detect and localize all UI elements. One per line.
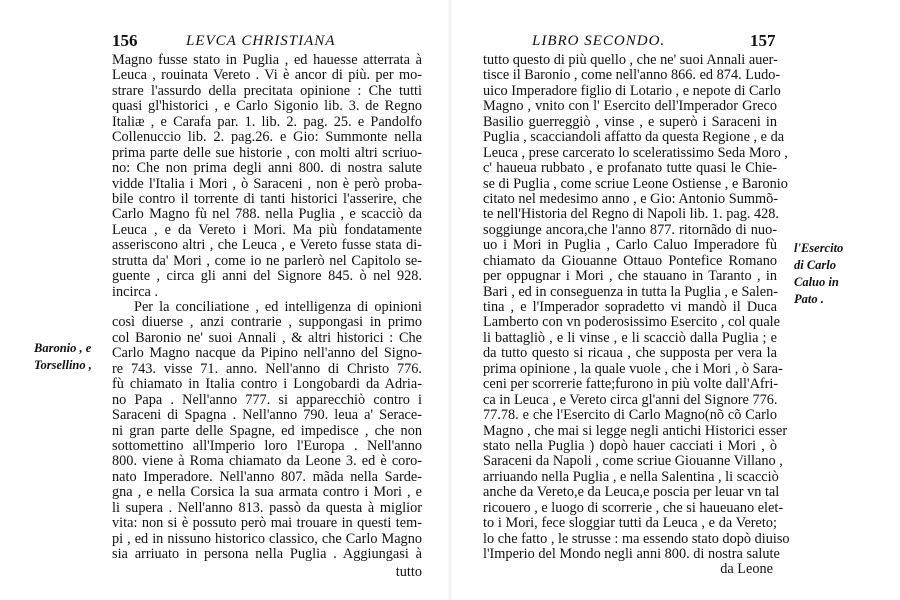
text-line: 77.78. e che l'Esercito di Carlo Magno(nõ cõ Carlo — [483, 407, 777, 424]
running-title — [186, 33, 335, 50]
text-line: strutta da' Mori , come io ne parlerò nel Capitolo se- — [112, 252, 422, 269]
text-line: vidde l'Italia i Mori , ò Saraceni , non è però proba- — [112, 175, 422, 192]
text-line: pi , ed in nissuno historico classico, che Carlo Magno — [112, 530, 422, 547]
text-line: Lamberto con vn poderosissimo Esercito , col quale — [483, 314, 780, 331]
text-line: to i Mori, fece sloggiar tutti da Leuca , e da Vereto; — [483, 515, 777, 532]
text-line: gna , e nella Corsica la sua armata contro i Mori , e — [112, 484, 422, 501]
text-line: Bari , ed in conseguenza in tutta la Puglia , e Salen- — [483, 283, 778, 300]
text-line: prima opinione , la quale vuole , che i Mori , ò Sara- — [483, 360, 783, 377]
text-line: soggiunge ancora,che l'anno 877. ritornãdo di nuo- — [483, 221, 777, 238]
margin-note — [794, 240, 843, 308]
text-line: li battagliò , e li vinse , e li scacciò dalla Puglia ; e — [483, 329, 777, 346]
text-line: Carlo Magno nacque da Pipino nell'anno del Signo- — [112, 345, 422, 362]
text-line: uico Imperadore figlio di Lotario , e nepote di Carlo — [483, 82, 781, 99]
right-page — [450, 0, 900, 600]
text-line: l'Imperio del Mondo negli anni 800. di nostra salute — [483, 546, 780, 562]
text-line: Leuca , prese carcerato lo sceleratissimo Seda Moro , — [483, 144, 788, 161]
text-line: Saraceni da Napoli , come scriue Giouanne Villano , — [483, 453, 783, 470]
text-line: Collenuccio lib. 2. pag.26. e Gio: Summonte nella — [112, 129, 422, 146]
text-line: Puglia , scacciandoli affatto da questa Regione , e da — [483, 129, 785, 146]
text-line: asseriscono altri , che Leuca , e Vereto fusse stata di- — [112, 237, 422, 254]
text-line: Italiæ , e Carafa par. 1. lib. 2. pag. 25. e Pandolfo — [112, 113, 422, 130]
text-line: incirca . — [112, 283, 159, 300]
catchword: tutto — [395, 564, 422, 580]
text-line: nato Imperadore. Nell'anno 807. mãda nella Sarde- — [112, 468, 422, 485]
margin-note-line: di Carlo — [794, 258, 837, 272]
text-line: Leuca , rouinata Vereto . Vi è ancor di più. per mo- — [112, 67, 422, 84]
text-line: se di Puglia , come scriue Leone Ostiense , e Baronio — [483, 175, 788, 192]
text-line: ni gran parte delle Spagne, ed impedisce , che non — [112, 422, 422, 439]
text-line: ceni per scorrerie fatte;furono in più volte dall'Afri- — [483, 376, 779, 393]
text-line: arriuando nella Puglia , e nella Salentina , li scacciò — [483, 468, 779, 485]
text-line: strare l'assurdo della precitata opinione : Che tutti — [112, 82, 422, 99]
text-line: 800. viene à Roma chiamato da Leone 3. ed è coro- — [112, 453, 422, 470]
text-line: sottomettino all'Imperio loro l'Europa . Nell'anno — [112, 437, 422, 454]
text-line: ricouero , e luogo di scorrerie , che si haueuano elet- — [483, 499, 784, 516]
margin-note-line: Torsellino , — [34, 358, 92, 372]
text-line: citato nel medesimo anno , e Gio: Antonio Summõ- — [483, 190, 779, 207]
running-title-text: LIBRO SECONDO. — [532, 33, 666, 49]
text-line: così diuerse , anzi contrarie , suppongasi in primo — [112, 314, 422, 331]
running-title — [532, 33, 665, 50]
text-line: quasi gl'historici , e Carlo Sigonio lib. 3. de Regno — [112, 98, 422, 115]
text-line: Basilio guerreggiò , vinse , e superò i Saraceni in — [483, 113, 777, 130]
text-line: vita: non si è possuto però mai trouare in questi tem- — [112, 515, 422, 532]
text-line: tisce il Baronio , come nell'anno 866. ed 874. Ludo- — [483, 67, 781, 84]
text-line: li supera . Nell'anno 813. passò da questa à miglior — [112, 499, 422, 516]
text-line: tina , e l'Imperador sopradetto vi mandò il Duca — [483, 299, 777, 315]
running-title-text: LEVCA CHRISTIANA — [186, 33, 336, 49]
text-line: Magno , che mai si legge negli antichi Historici esser — [483, 422, 788, 439]
text-line: per oppugnar i Mori , che stauano in Taranto , in — [483, 268, 777, 285]
text-line: chiamato da Giouanne Ottauo Pontefice Romano — [483, 252, 777, 269]
text-line: bile contro il torrente di tanti historici l'asserire, che — [112, 190, 422, 207]
page-number: 157 — [750, 31, 776, 50]
text-line: fù chiamato in Italia contro i Longobardi da Adria- — [112, 376, 422, 393]
text-line: Carlo Magno fù nel 788. nella Puglia , e scacciò da — [112, 206, 422, 223]
text-line: guente , circa gli anni del Signore 845. ò nel 928. — [112, 268, 422, 285]
text-line: da tutto questo si ricaua , che supposta per vera la — [483, 345, 777, 362]
text-line: re 743. visse 71. anno. Nell'anno di Christo 776. — [112, 360, 422, 377]
text-line: Magno , vnito con l' Esercito dell'Imperador Greco — [483, 98, 777, 115]
margin-note-line: Pato . — [794, 292, 824, 306]
text-line: Per la conciliatione , ed intelligenza di opinioni — [134, 299, 422, 315]
text-line: col Baronio ne' suoi Annali , & altri historici : Che — [112, 329, 422, 346]
text-line: no: Che non prima degli anni 800. di nostra salute — [112, 160, 422, 177]
text-line: sia arriuato in persona nella Puglia . Aggiungasi à — [112, 546, 422, 562]
text-line: Magno fusse stato in Puglia , ed hauesse atterrata à — [112, 52, 422, 68]
text-line: Leuca , e da Vereto i Mori. Ma più fondatamente — [112, 221, 422, 238]
margin-note-line: l'Esercito — [794, 241, 844, 255]
text-line: tutto questo di più quello , che ne' suoi Annali auer- — [483, 52, 778, 68]
text-line: prima parte delle sue historie , con molti altri scriuo- — [112, 144, 422, 161]
text-line: Saraceni di Spagna . Nell'anno 790. leua a' Serace- — [112, 407, 422, 424]
page-body-text — [112, 53, 422, 562]
text-line: uo i Mori in Puglia , Carlo Caluo Imperadore fù — [483, 237, 777, 254]
text-line: lo che fatto , le strusse : ma essendo stato dopò diuiso — [483, 530, 790, 547]
page-number: 156 — [112, 31, 138, 50]
text-line: anche da Vereto,e da Leuca,e poscia per leuar vn tal — [483, 484, 780, 501]
text-line: no Papa . Nell'anno 777. si apparecchiò contro i — [112, 391, 422, 408]
text-line: te nell'Historia del Regno di Napoli lib. 1. pag. 428. — [483, 206, 780, 223]
text-line: stato nella Puglia ) dopò hauer cacciati i Mori , ò — [483, 437, 777, 454]
page-body-text — [483, 52, 790, 562]
margin-note — [34, 340, 92, 374]
margin-note-line: Caluo in — [794, 275, 839, 289]
text-line: ca in Leuca , e Vereto circa gl'anni del Signore 776. — [483, 391, 778, 408]
margin-note-line: Baronio , e — [34, 341, 92, 355]
text-line: c' haueua rubbato , e profanato tutte quasi le Chie- — [483, 160, 777, 177]
catchword: da Leone — [720, 561, 773, 577]
